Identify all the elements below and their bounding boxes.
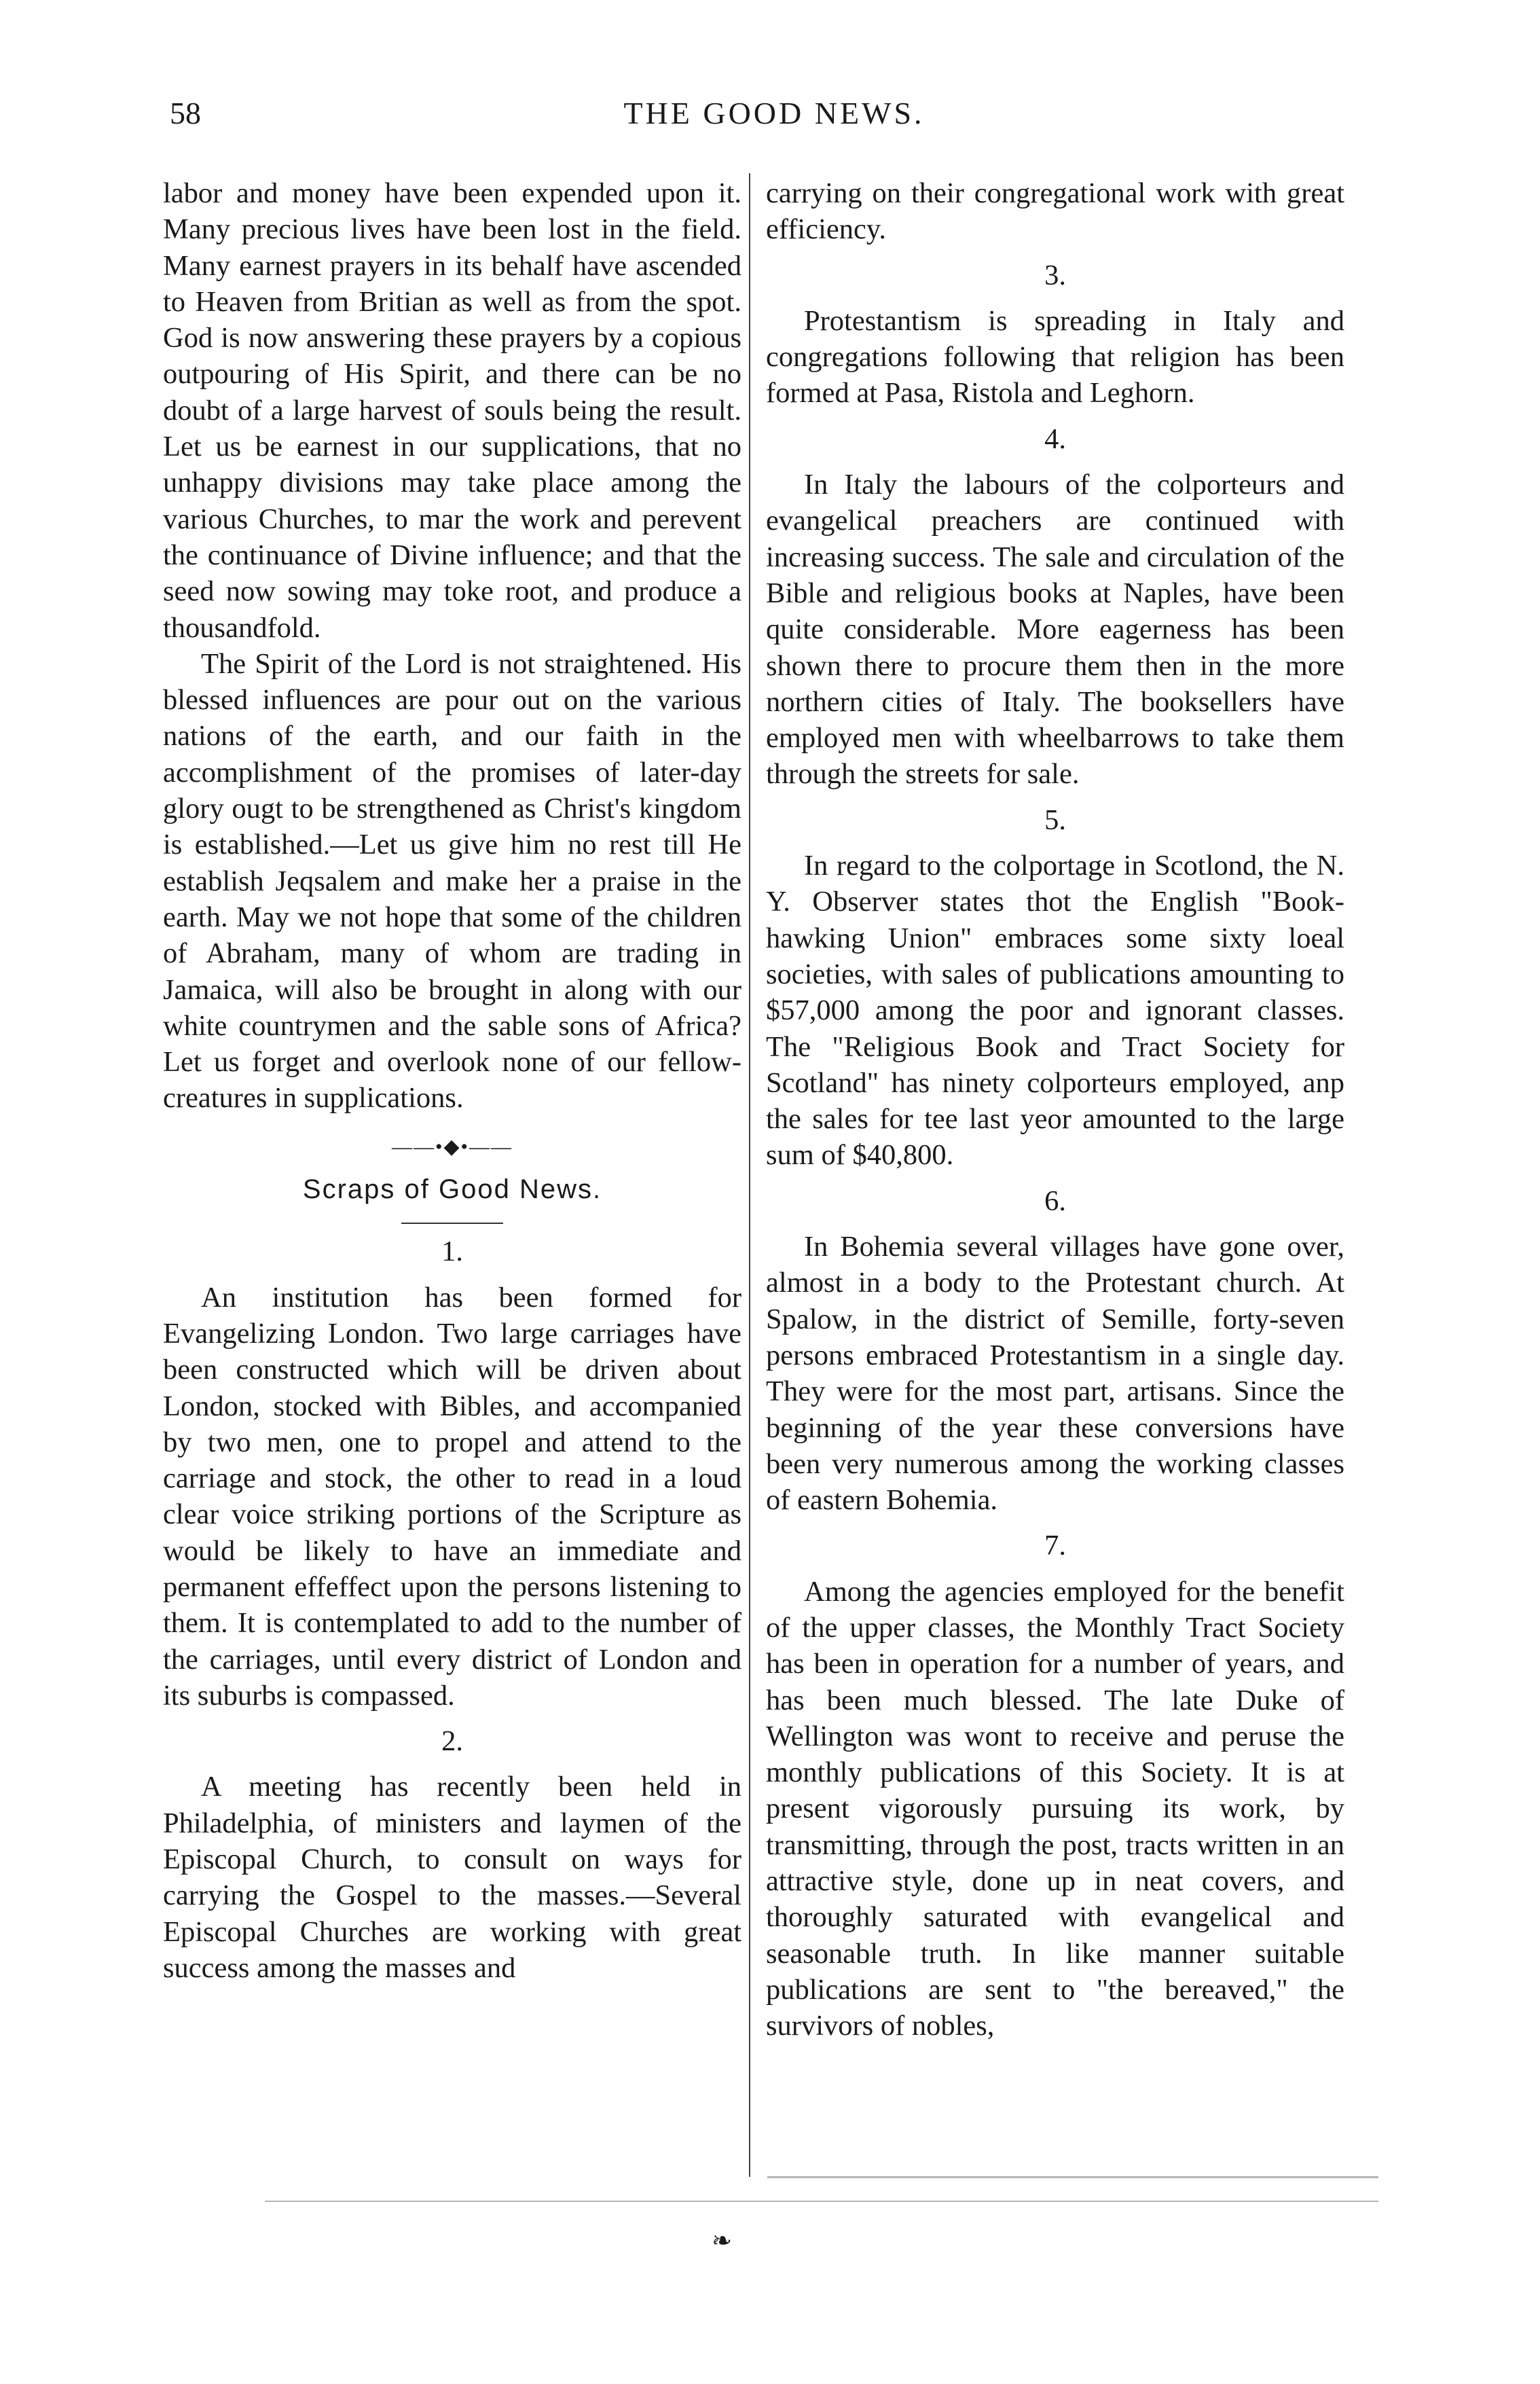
- item-number: 6.: [1044, 1185, 1066, 1217]
- left-column: [163, 175, 741, 1986]
- page-number: 58: [170, 96, 201, 130]
- item-number: 4.: [1044, 422, 1066, 455]
- news-item-continued: carrying on their congregational work with great efficiency.: [766, 177, 1344, 246]
- item-number: 1.: [441, 1235, 463, 1268]
- item-number: 3.: [1044, 259, 1066, 291]
- title-rule: [401, 1223, 503, 1224]
- ornamental-divider: ——•◆•——: [391, 1135, 513, 1158]
- page-header: [170, 95, 1378, 143]
- section-title: Scraps of Good News.: [302, 1174, 602, 1205]
- news-item: In regard to the colportage in Scotlond, the N. Y. Observer states thot the English "Book-hawking Union" embraces some sixty loeal societies, with sales of publications amounting to $57,000 among the poor and ignorant classes. The "Religious Book and Tract Society for Scotland" has ninety colporteurs employed, anp the sales for tee last yeor amounted to the large sum of $40,800.: [766, 850, 1344, 1172]
- right-column: [766, 175, 1344, 2044]
- column-rule: [749, 173, 750, 2177]
- news-item: In Bohemia several villages have gone over, almost in a body to the Protestant church. At Spalow, in the district of Semille, forty-seven persons embraced Protestantism in a single day. They were for the most part, artisans. Since the beginning of the year these conversions have been very numerous among the working classes of eastern Bohemia.: [766, 1231, 1344, 1517]
- print-noise: [767, 2176, 1378, 2178]
- footer-ornament: ❧: [712, 2227, 733, 2254]
- item-number: 5.: [1044, 803, 1066, 836]
- print-noise: [265, 2201, 1378, 2202]
- running-title: THE GOOD NEWS.: [623, 96, 925, 130]
- news-item: A meeting has recently been held in Philadelphia, of ministers and laymen of the Episcopal Church, to consult on ways for carrying the Gospel to the masses.—Several Episcopal Churches are working with great success among the masses and: [163, 1771, 741, 1984]
- item-number: 7.: [1044, 1530, 1066, 1562]
- news-item: Among the agencies employed for the benefit of the upper classes, the Monthly Tract Society has been in operation for a number of years, and has been much blessed. The late Duke of Wellington was wont to receive and peruse the monthly publications of this Society. It is at present vigorously pursuing its work, by transmitting, through the post, tracts written in an attractive style, done up in neat covers, and thoroughly saturated with evangelical and seasonable truth. In like manner suitable publications are sent to "the bereaved," the survivors of nobles,: [766, 1575, 1344, 2042]
- news-item: An institution has been formed for Evangelizing London. Two large carriages have been constructed which will be driven about London, stocked with Bibles, and accompanied by two men, one to propel and attend to the carriage and stock, the other to read in a loud clear voice striking portions of the Scripture as would be likely to have an immediate and permanent effeffect upon the persons listening to them. It is contemplated to add to the number of the carriages, until every district of London and its suburbs is compassed.: [163, 1281, 741, 1712]
- article-paragraph: The Spirit of the Lord is not straightened. His blessed influences are pour out on the various nations of the earth, and our faith in the accomplishment of the promises of later-day glory ougt to be strengthened as Christ's kingdom is established.—Let us give him no rest till He establish Jeqsalem and make her a praise in the earth. May we not hope that some of the children of Abraham, many of whom are trading in Jamaica, will also be brought in along with our white countrymen and the sable sons of Africa? Let us forget and overlook none of our fellow-creatures in supplications.: [163, 647, 741, 1115]
- news-item: In Italy the labours of the colporteurs and evangelical preachers are continued with increasing success. The sale and circulation of the Bible and religious books at Naples, have been quite considerable. More eagerness has been shown there to procure them then in the more northern cities of Italy. The booksellers have employed men with wheelbarrows to take them through the streets for sale.: [766, 469, 1344, 791]
- news-item: Protestantism is spreading in Italy and congregations following that religion has been formed at Pasa, Ristola and Leghorn.: [766, 304, 1344, 410]
- article-paragraph: labor and money have been expended upon it. Many precious lives have been lost in the field. Many earnest prayers in its behalf have ascended to Heaven from Britian as well as from the spot. God is now answering these prayers by a copious outpouring of His Spirit, and there can be no doubt of a large harvest of souls being the result. Let us be earnest in our supplications, that no unhappy divisions may take place among the various Churches, to mar the work and perevent the continuance of Divine influence; and that the seed now sowing may toke root, and produce a thousandfold.: [163, 177, 741, 644]
- item-number: 2.: [441, 1725, 463, 1758]
